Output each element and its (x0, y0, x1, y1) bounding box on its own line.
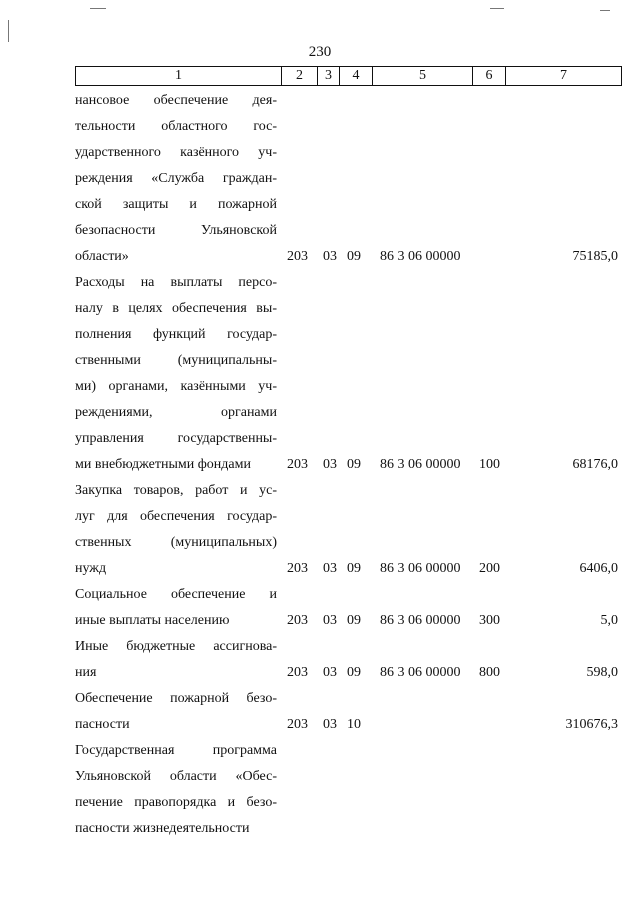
table-header (75, 66, 622, 86)
table-row (75, 582, 622, 634)
code-chief-admin: 203 (287, 457, 308, 472)
amount: 75185,0 (572, 249, 618, 264)
code-section: 03 (323, 249, 337, 264)
code-section: 03 (323, 457, 337, 472)
table-row (75, 88, 622, 270)
amount: 310676,3 (565, 717, 618, 732)
header-col-4: 4 (340, 67, 373, 85)
code-section: 03 (323, 613, 337, 628)
code-subsection: 09 (347, 249, 361, 264)
description-line: управления государственны- (75, 431, 277, 446)
code-section: 03 (323, 717, 337, 732)
amount: 598,0 (586, 665, 618, 680)
description-line: иные выплаты населению (75, 613, 230, 628)
description-line: ми) органами, казёнными уч- (75, 379, 277, 394)
code-target-article: 86 3 06 00000 (380, 457, 461, 472)
code-section: 03 (323, 665, 337, 680)
description-line: нужд (75, 561, 107, 576)
code-chief-admin: 203 (287, 665, 308, 680)
code-section: 03 (323, 561, 337, 576)
amount: 68176,0 (572, 457, 618, 472)
description-line: ственными (муниципальны- (75, 353, 277, 368)
code-expense-type: 200 (479, 561, 500, 576)
code-subsection: 10 (347, 717, 361, 732)
row-description (75, 582, 277, 634)
description-line: безопасности Ульяновской (75, 223, 277, 238)
header-col-7: 7 (560, 68, 567, 83)
description-line: ударственного казённого уч- (75, 145, 277, 160)
code-subsection: 09 (347, 561, 361, 576)
code-chief-admin: 203 (287, 613, 308, 628)
table-row (75, 738, 622, 842)
code-chief-admin: 203 (287, 249, 308, 264)
description-line: налу в целях обеспечения вы- (75, 301, 277, 316)
code-target-article: 86 3 06 00000 (380, 249, 461, 264)
amount: 5,0 (600, 613, 618, 628)
code-expense-type: 100 (479, 457, 500, 472)
description-line: тельности областного гос- (75, 119, 277, 134)
code-subsection: 09 (347, 457, 361, 472)
description-line: области» (75, 249, 129, 264)
description-line: Обеспечение пожарной безо- (75, 691, 277, 706)
description-line: Ульяновской области «Обес- (75, 769, 277, 784)
row-description (75, 634, 277, 686)
code-chief-admin: 203 (287, 717, 308, 732)
header-col-1: 1 (76, 67, 282, 85)
row-description (75, 478, 277, 582)
row-description (75, 88, 277, 270)
description-line: печение правопорядка и безо- (75, 795, 277, 810)
description-line: ской защиты и пожарной (75, 197, 277, 212)
table-row (75, 478, 622, 582)
table-row (75, 686, 622, 738)
code-target-article: 86 3 06 00000 (380, 561, 461, 576)
page-number: 230 (308, 44, 332, 60)
header-col-3: 3 (318, 67, 340, 85)
description-line: луг для обеспечения государ- (75, 509, 277, 524)
description-line: ми внебюджетными фондами (75, 457, 251, 472)
code-expense-type: 800 (479, 665, 500, 680)
row-description (75, 270, 277, 478)
code-subsection: 09 (347, 613, 361, 628)
table-row (75, 270, 622, 478)
description-line: Иные бюджетные ассигнова- (75, 639, 277, 654)
description-line: реждения «Служба граждан- (75, 171, 277, 186)
description-line: Расходы на выплаты персо- (75, 275, 277, 290)
description-line: Социальное обеспечение и (75, 587, 277, 602)
code-target-article: 86 3 06 00000 (380, 665, 461, 680)
description-line: полнения функций государ- (75, 327, 277, 342)
description-line: пасности жизнедеятельности (75, 821, 250, 836)
description-line: нансовое обеспечение дея- (75, 93, 277, 108)
header-col-5: 5 (373, 67, 473, 85)
code-target-article: 86 3 06 00000 (380, 613, 461, 628)
description-line: пасности (75, 717, 130, 732)
description-line: Закупка товаров, работ и ус- (75, 483, 277, 498)
code-subsection: 09 (347, 665, 361, 680)
header-col-2: 2 (282, 67, 318, 85)
row-description (75, 738, 277, 842)
row-description (75, 686, 277, 738)
header-col-6: 6 (473, 67, 506, 85)
description-line: ния (75, 665, 97, 680)
code-expense-type: 300 (479, 613, 500, 628)
code-chief-admin: 203 (287, 561, 308, 576)
table-row (75, 634, 622, 686)
description-line: Государственная программа (75, 743, 277, 758)
amount: 6406,0 (579, 561, 618, 576)
description-line: ственных (муниципальных) (75, 535, 277, 550)
description-line: реждениями, органами (75, 405, 277, 420)
